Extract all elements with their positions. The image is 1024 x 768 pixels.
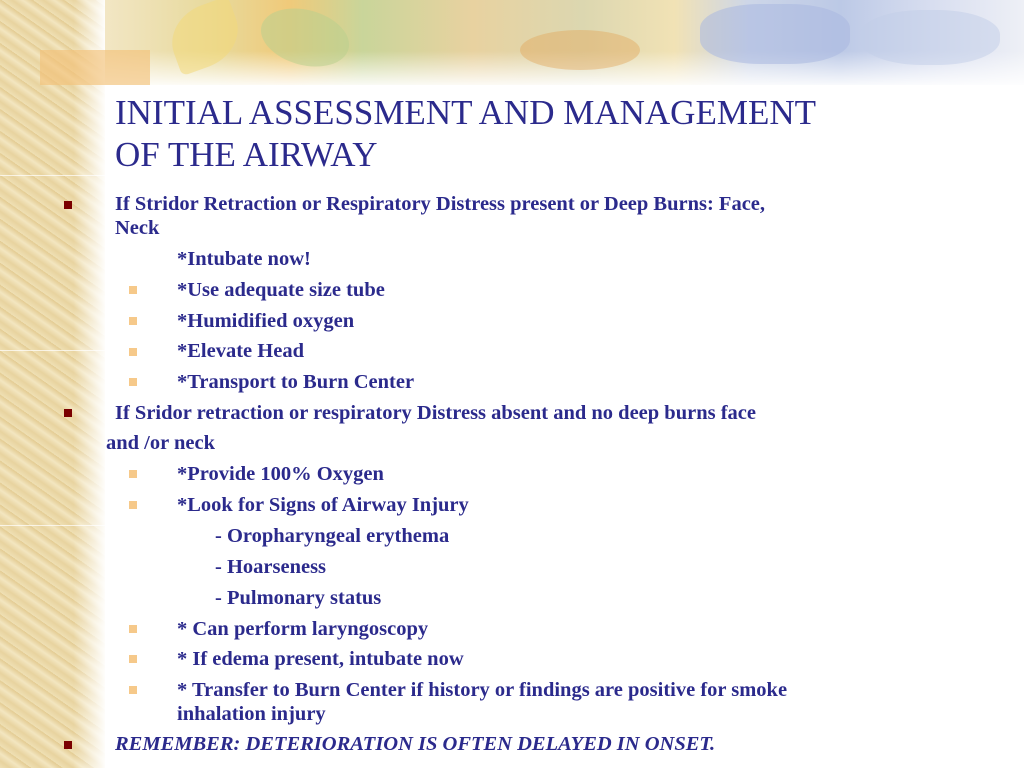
sign-item-text: - Oropharyngeal erythema xyxy=(215,525,450,547)
sub-item-text: *Use adequate size tube xyxy=(177,279,385,301)
square-bullet-icon xyxy=(129,348,137,356)
square-bullet-icon xyxy=(129,378,137,386)
sub-item-text: *Provide 100% Oxygen xyxy=(177,463,384,485)
sub-item-text: * Can perform laryngoscopy xyxy=(177,618,429,640)
square-bullet-icon xyxy=(129,317,137,325)
slide-title-line: OF THE AIRWAY xyxy=(115,135,378,174)
square-bullet-icon xyxy=(129,470,137,478)
square-bullet-icon xyxy=(64,741,72,749)
square-bullet-icon xyxy=(129,625,137,633)
square-bullet-icon xyxy=(64,409,72,417)
sub-item-text: *Intubate now! xyxy=(177,248,311,270)
sub-item-text: *Transport to Burn Center xyxy=(177,371,415,393)
remember-note: REMEMBER: DETERIORATION IS OFTEN DELAYED IN ONSET. xyxy=(115,733,716,755)
sub-item-text-continuation: inhalation injury xyxy=(177,703,326,725)
square-bullet-icon xyxy=(64,201,72,209)
sub-item-text: *Elevate Head xyxy=(177,340,304,362)
sub-item-text: *Humidified oxygen xyxy=(177,310,355,332)
square-bullet-icon xyxy=(129,686,137,694)
slide-title-line: INITIAL ASSESSMENT AND MANAGEMENT xyxy=(115,93,816,132)
sign-item-text: - Hoarseness xyxy=(215,556,327,578)
bullet-text: If Stridor Retraction or Respiratory Distress present or Deep Burns: Face, xyxy=(115,193,766,215)
square-bullet-icon xyxy=(129,501,137,509)
square-bullet-icon xyxy=(129,286,137,294)
bullet-text-continuation: Neck xyxy=(115,217,160,239)
bullet-text-continuation: and /or neck xyxy=(106,432,215,454)
sub-item-text: * Transfer to Burn Center if history or findings are positive for smoke xyxy=(177,679,788,701)
square-bullet-icon xyxy=(129,655,137,663)
sub-item-text: * If edema present, intubate now xyxy=(177,648,464,670)
bullet-text: If Sridor retraction or respiratory Distress absent and no deep burns face xyxy=(115,402,756,424)
sign-item-text: - Pulmonary status xyxy=(215,587,382,609)
sub-item-text: *Look for Signs of Airway Injury xyxy=(177,494,469,516)
